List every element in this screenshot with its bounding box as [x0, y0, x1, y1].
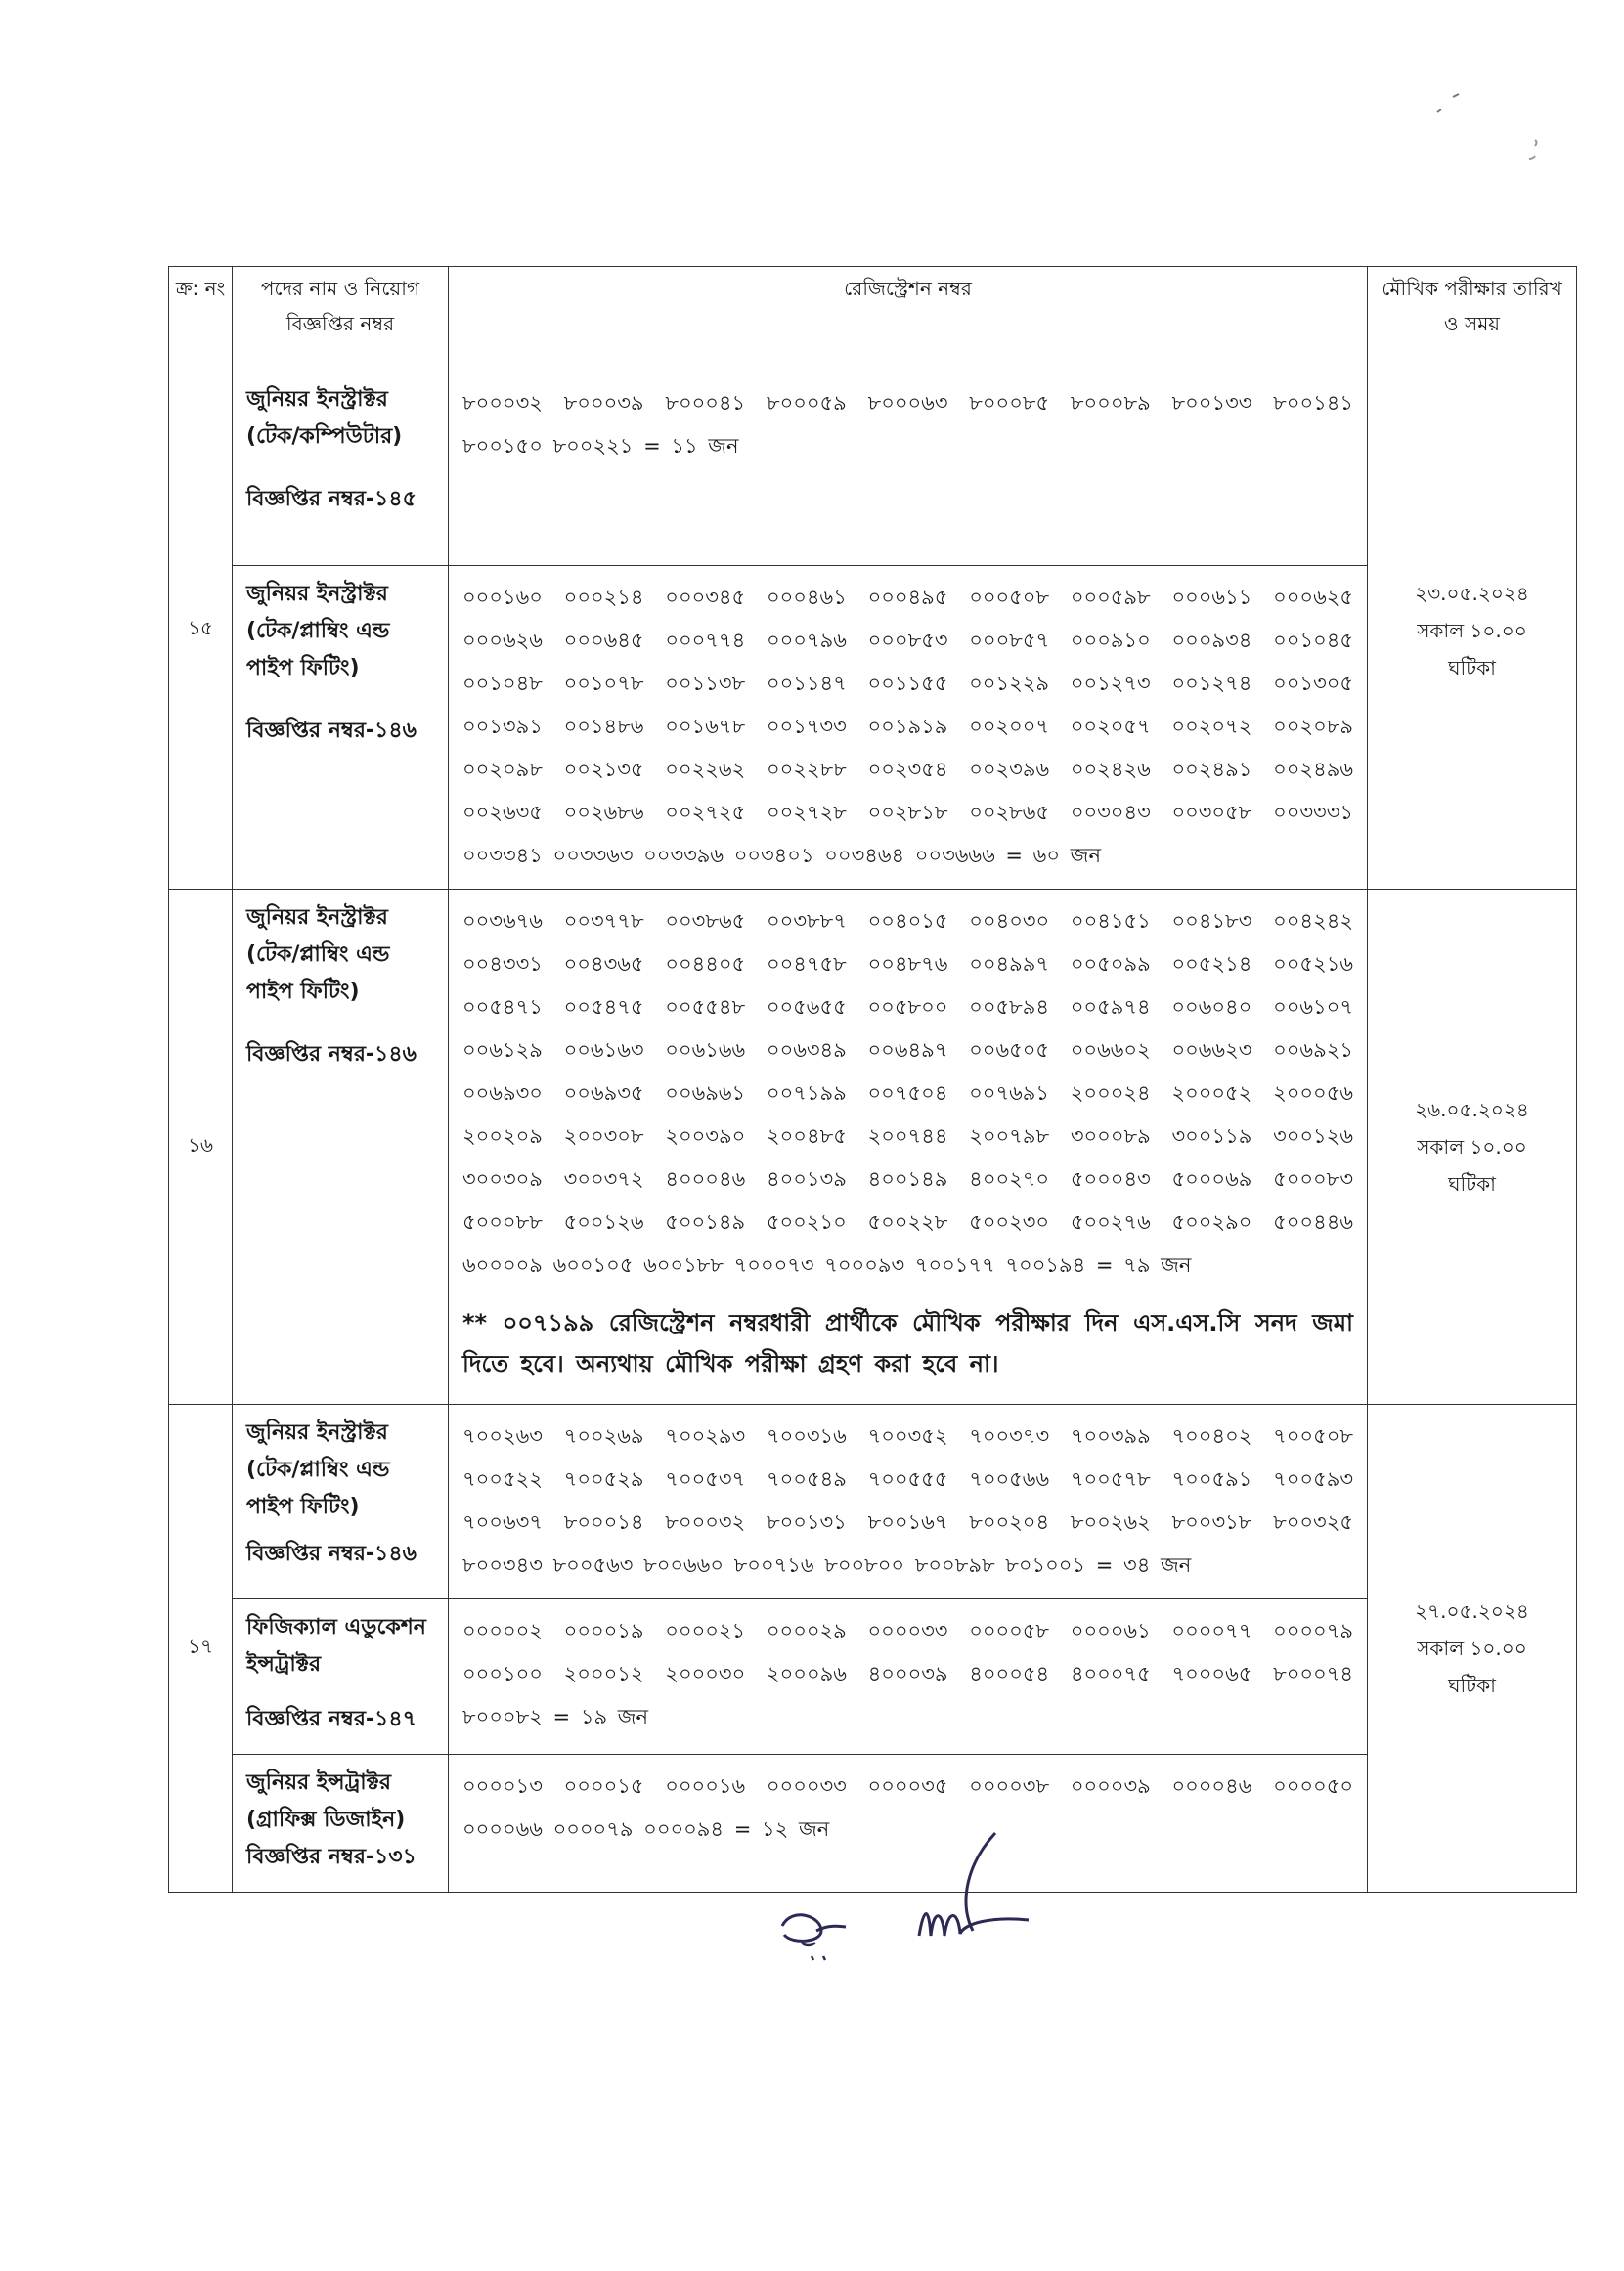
advertisement-number: বিজ্ঞপ্তির নম্বর-১৪৫	[246, 487, 417, 511]
viva-date: ২৩.০৫.২০২৪	[1415, 581, 1529, 605]
special-note: ** ০০৭১৯৯ রেজিস্ট্রেশন নম্বরধারী প্রার্থীকে মৌখিক পরীক্ষার দিন এস.এস.সি সনদ জমা দিতে হবে। অন্যথায় মৌখিক পরীক্ষা গ্রহণ করা হবে না।	[462, 1309, 1353, 1377]
registration-numbers: ০০৩৬৭৬ ০০৩৭৭৮ ০০৩৮৬৫ ০০৩৮৮৭ ০০৪০১৫ ০০৪০৩০ ০০৪১৫১ ০০৪১৮৩ ০০৪২৪২ ০০৪৩৩১ ০০৪৩৬৫ ০০৪৪০৫ ০০৪৭৫৮ ০০৪৮৭৬ ০০৪৯৯৭ ০০৫০৯৯ ০০৫২১৪ ০০৫২১৬ ০০৫৪৭১ ০০৫৪৭৫ ০০৫৫৪৮ ০০৫৬৫৫ ০০৫৮০০ ০০৫৮৯৪ ০০৫৯৭৪ ০০৬০৪০ ০০৬১০৭ ০০৬১২৯ ০০৬১৬৩ ০০৬১৬৬ ০০৬৩৪৯ ০০৬৪৯৭ ০০৬৫০৫ ০০৬৬০২ ০০৬৬২৩ ০০৬৯২১ ০০৬৯৩০ ০০৬৯৩৫ ০০৬৯৬১ ০০৭১৯৯ ০০৭৫০৪ ০০৭৬৯১ ২০০০২৪ ২০০০৫২ ২০০০৫৬ ২০০২০৯ ২০০৩০৮ ২০০৩৯০ ২০০৪৮৫ ২০০৭৪৪ ২০০৭৯৮ ৩০০০৮৯ ৩০০১১৯ ৩০০১২৬ ৩০০৩০৯ ৩০০৩৭২ ৪০০০৪৬ ৪০০১৩৯ ৪০০১৪৯ ৪০০২৭০ ৫০০০৪৩ ৫০০০৬৯ ৫০০০৮৩ ৫০০০৮৮ ৫০০১২৬ ৫০০১৪৯ ৫০০২১০ ৫০০২২৮ ৫০০২৩০ ৫০০২৭৬ ৫০০২৯০ ৫০০৪৪৬ ৬০০০০৯ ৬০০১০৫ ৬০০১৮৮ ৭০০০৭৩ ৭০০০৯৩ ৭০০১৭৭ ৭০০১৯৪ = ৭৯ জন	[462, 909, 1353, 1277]
post-name: জুনিয়র ইনস্ট্রাক্টর (টেক/প্লাম্বিং এন্ড পাইপ ফিটিং)	[246, 1420, 390, 1519]
post-cell	[233, 1599, 449, 1755]
viva-time-unit: ঘটিকা	[1448, 655, 1496, 679]
header-row	[169, 267, 1577, 371]
viva-date: ২৬.০৫.২০২৪	[1415, 1098, 1529, 1121]
registration-numbers: ০০০১৬০ ০০০২১৪ ০০০৩৪৫ ০০০৪৬১ ০০০৪৯৫ ০০০৫০৮ ০০০৫৯৮ ০০০৬১১ ০০০৬২৫ ০০০৬২৬ ০০০৬৪৫ ০০০৭৭৪ ০০০৭৯৬ ০০০৮৫৩ ০০০৮৫৭ ০০০৯১০ ০০০৯৩৪ ০০১০৪৫ ০০১০৪৮ ০০১০৭৮ ০০১১৩৮ ০০১১৪৭ ০০১১৫৫ ০০১২২৯ ০০১২৭৩ ০০১২৭৪ ০০১৩০৫ ০০১৩৯১ ০০১৪৮৬ ০০১৬৭৮ ০০১৭৩৩ ০০১৯১৯ ০০২০০৭ ০০২০৫৭ ০০২০৭২ ০০২০৮৯ ০০২০৯৮ ০০২১৩৫ ০০২২৬২ ০০২২৮৮ ০০২৩৫৪ ০০২৩৯৬ ০০২৪২৬ ০০২৪৯১ ০০২৪৯৬ ০০২৬৩৫ ০০২৬৮৬ ০০২৭২৫ ০০২৭২৮ ০০২৮১৮ ০০২৮৬৫ ০০৩০৪৩ ০০৩০৫৮ ০০৩৩৩১ ০০৩৩৪১ ০০৩৩৬৩ ০০৩৩৯৬ ০০৩৪০১ ০০৩৪৬৪ ০০৩৬৬৬ = ৬০ জন	[449, 566, 1368, 890]
post-name: জুনিয়র ইন্সট্রাক্টর (গ্রাফিক্স ডিজাইন)	[246, 1770, 406, 1832]
post-name: জুনিয়র ইনস্ট্রাক্টর (টেক/কম্পিউটার)	[246, 387, 403, 449]
viva-time: সকাল ১০.০০	[1417, 1637, 1527, 1660]
post-cell	[233, 1405, 449, 1599]
serial-cell: ১৭	[169, 1405, 233, 1893]
viva-date: ২৭.০৫.২০২৪	[1415, 1599, 1529, 1623]
table-row	[169, 566, 1577, 890]
viva-time-unit: ঘটিকা	[1448, 1674, 1496, 1697]
post-cell	[233, 566, 449, 890]
post-header: পদের নাম ও নিয়োগ বিজ্ঞপ্তির নম্বর	[233, 267, 449, 371]
serial-cell: ১৬	[169, 890, 233, 1405]
advertisement-number: বিজ্ঞপ্তির নম্বর-১৩১	[246, 1845, 417, 1869]
advertisement-number: বিজ্ঞপ্তির নম্বর-১৪৬	[246, 1542, 417, 1566]
post-cell	[233, 1755, 449, 1893]
registration-numbers: ৮০০০৩২ ৮০০০৩৯ ৮০০০৪১ ৮০০০৫৯ ৮০০০৬৩ ৮০০০৮৫ ৮০০০৮৯ ৮০০১৩৩ ৮০০১৪১ ৮০০১৫০ ৮০০২২১ = ১১ জন	[449, 371, 1368, 566]
viva-date-header: মৌখিক পরীক্ষার তারিখ ও সময়	[1368, 267, 1577, 371]
post-cell	[233, 890, 449, 1405]
viva-date-cell	[1368, 890, 1577, 1405]
post-name: জুনিয়র ইনস্ট্রাক্টর (টেক/প্লাম্বিং এন্ড পাইপ ফিটিং)	[246, 905, 390, 1004]
corner-pen-marks	[1427, 83, 1555, 171]
table-row	[169, 1405, 1577, 1599]
post-name: জুনিয়র ইনস্ট্রাক্টর (টেক/প্লাম্বিং এন্ড পাইপ ফিটিং)	[246, 582, 390, 680]
viva-time-unit: ঘটিকা	[1448, 1172, 1496, 1196]
viva-date-cell	[1368, 1405, 1577, 1893]
registration-numbers: ০০০০১৩ ০০০০১৫ ০০০০১৬ ০০০০৩৩ ০০০০৩৫ ০০০০৩৮ ০০০০৩৯ ০০০০৪৬ ০০০০৫০ ০০০০৬৬ ০০০০৭৯ ০০০০৯৪ = ১২ জন	[449, 1755, 1368, 1893]
viva-schedule-table	[168, 266, 1577, 1893]
advertisement-number: বিজ্ঞপ্তির নম্বর-১৪৭	[246, 1707, 417, 1731]
table-row	[169, 890, 1577, 1405]
serial-cell: ১৫	[169, 371, 233, 890]
serial-header: ক্র: নং	[169, 267, 233, 371]
table-row	[169, 1599, 1577, 1755]
signature-mark	[772, 1813, 1056, 1970]
registration-header: রেজিস্ট্রেশন নম্বর	[449, 267, 1368, 371]
post-name: ফিজিক্যাল এডুকেশন ইন্সট্রাক্টর	[246, 1615, 426, 1677]
advertisement-number: বিজ্ঞপ্তির নম্বর-১৪৬	[246, 1042, 417, 1067]
post-cell	[233, 371, 449, 566]
advertisement-number: বিজ্ঞপ্তির নম্বর-১৪৬	[246, 719, 417, 743]
viva-time: সকাল ১০.০০	[1417, 618, 1527, 642]
registration-numbers: ৭০০২৬৩ ৭০০২৬৯ ৭০০২৯৩ ৭০০৩১৬ ৭০০৩৫২ ৭০০৩৭৩ ৭০০৩৯৯ ৭০০৪০২ ৭০০৫০৮ ৭০০৫২২ ৭০০৫২৯ ৭০০৫৩৭ ৭০০৫৪৯ ৭০০৫৫৫ ৭০০৫৬৬ ৭০০৫৭৮ ৭০০৫৯১ ৭০০৫৯৩ ৭০০৬৩৭ ৮০০০১৪ ৮০০০৩২ ৮০০১৩১ ৮০০১৬৭ ৮০০২০৪ ৮০০২৬২ ৮০০৩১৮ ৮০০৩২৫ ৮০০৩৪৩ ৮০০৫৬৩ ৮০০৬৬০ ৮০০৭১৬ ৮০০৮০০ ৮০০৮৯৮ ৮০১০০১ = ৩৪ জন	[449, 1405, 1368, 1599]
viva-time: সকাল ১০.০০	[1417, 1135, 1527, 1158]
registration-numbers-cell	[449, 890, 1368, 1405]
registration-table	[168, 266, 1576, 1893]
registration-numbers: ০০০০০২ ০০০০১৯ ০০০০২১ ০০০০২৯ ০০০০৩৩ ০০০০৫৮ ০০০০৬১ ০০০০৭৭ ০০০০৭৯ ০০০১০০ ২০০০১২ ২০০০৩০ ২০০০৯৬ ৪০০০৩৯ ৪০০০৫৪ ৪০০০৭৫ ৭০০০৬৫ ৮০০০৭৪ ৮০০০৮২ = ১৯ জন	[449, 1599, 1368, 1755]
viva-date-cell	[1368, 371, 1577, 890]
table-row	[169, 371, 1577, 566]
